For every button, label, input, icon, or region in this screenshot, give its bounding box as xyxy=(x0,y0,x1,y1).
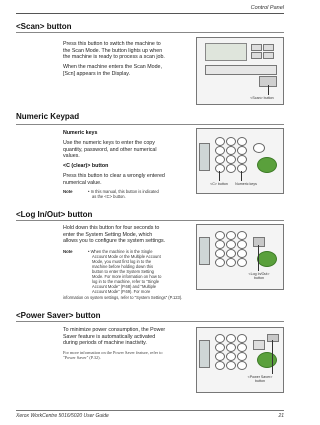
numeric-key xyxy=(215,137,225,146)
numeric-key xyxy=(215,352,225,361)
scan-section-title: <Scan> button xyxy=(16,22,72,31)
caption-line: button xyxy=(254,276,264,280)
numeric-keys-text xyxy=(63,140,157,160)
text-line: button to enter the System Setting xyxy=(92,269,154,274)
clear-key xyxy=(215,164,225,173)
numeric-key xyxy=(237,334,247,343)
text-line: Mode, you must first log in to the xyxy=(92,259,152,264)
numeric-key xyxy=(237,249,247,258)
start-button xyxy=(257,251,277,267)
text-line: log in to the machine, refer to "Single xyxy=(92,279,159,284)
numeric-key xyxy=(237,164,247,173)
text-line: the machine is ready to process a scan job. xyxy=(63,54,165,61)
text-line: Press this button to clear a wrongly entered xyxy=(63,173,165,179)
caption-line: button xyxy=(255,379,265,383)
running-header: Control Panel xyxy=(250,5,284,11)
login-paragraph-1 xyxy=(63,225,165,245)
power-panel-illustration xyxy=(196,327,284,393)
numeric-key xyxy=(226,361,236,370)
start-button xyxy=(257,352,277,368)
login-button-caption xyxy=(241,272,277,280)
text-line: Account Mode" (P.69). For more xyxy=(92,289,151,294)
power-paragraph-2 xyxy=(63,350,163,361)
numeric-key xyxy=(215,249,225,258)
callout-leader xyxy=(258,245,259,271)
text-line: values. xyxy=(63,153,80,160)
text-line: When the machine enters the Scan Mode, xyxy=(63,64,162,70)
scan-paragraph-1 xyxy=(63,41,165,61)
section-rule xyxy=(16,321,284,322)
numeric-key xyxy=(237,155,247,164)
text-line: machine before holding down this xyxy=(92,264,153,269)
power-saver-button xyxy=(267,334,279,342)
text-line: Press this button to switch the machine to xyxy=(63,41,161,47)
numeric-keys-caption: Numeric keys xyxy=(235,182,257,186)
numeric-key xyxy=(226,231,236,240)
text-line: enter the System Setting Mode, which xyxy=(63,231,153,238)
numeric-key xyxy=(215,361,225,370)
numeric-key xyxy=(237,146,247,155)
panel-key xyxy=(263,52,274,59)
login-out-button xyxy=(253,237,265,247)
numeric-key xyxy=(237,231,247,240)
numeric-key xyxy=(226,146,236,155)
caption-line: <Power Saver> xyxy=(247,375,273,379)
panel-side-strip xyxy=(199,237,210,265)
login-note-last-line: information on system settings, refer to "System Settings" (P.123). xyxy=(63,295,183,300)
numeric-key xyxy=(215,146,225,155)
numeric-key xyxy=(226,352,236,361)
numeric-key xyxy=(215,155,225,164)
power-paragraph-1 xyxy=(63,327,165,347)
numeric-keys-heading: Numeric keys xyxy=(63,130,98,136)
numeric-key xyxy=(215,334,225,343)
scan-button-caption: <Scan> button xyxy=(250,96,274,100)
panel-side-strip xyxy=(199,340,210,368)
numeric-key xyxy=(237,352,247,361)
numeric-key xyxy=(226,258,236,267)
numeric-key xyxy=(226,334,236,343)
keypad-panel-illustration xyxy=(196,128,284,194)
text-line: To minimize power consumption, the Power xyxy=(63,327,166,333)
numeric-key xyxy=(215,231,225,240)
text-line: • When the machine is in the Single xyxy=(88,249,153,254)
numeric-section-title: Numeric Keypad xyxy=(16,112,80,121)
section-rule xyxy=(16,220,284,221)
scan-panel-illustration xyxy=(196,37,284,105)
text-line: • In this manual, this button is indicated xyxy=(88,189,159,194)
panel-key xyxy=(253,143,265,153)
text-line: Account Mode" (P.68) and "Multiple xyxy=(92,284,157,289)
text-line: [Scn] appears in the Display. xyxy=(63,70,131,77)
mode-strip xyxy=(205,65,277,75)
footer-rule xyxy=(16,410,284,411)
panel-key xyxy=(251,52,262,59)
numeric-key xyxy=(226,240,236,249)
callout-leader xyxy=(268,85,269,95)
display-lcd xyxy=(205,43,247,61)
note-label: Note xyxy=(63,189,73,194)
login-panel-illustration xyxy=(196,224,284,290)
numeric-key xyxy=(215,258,225,267)
text-line: during periods of machine inactivity. xyxy=(63,340,147,347)
callout-leader xyxy=(241,171,242,181)
numeric-key xyxy=(215,343,225,352)
numeric-key xyxy=(237,343,247,352)
numeric-key xyxy=(237,258,247,267)
header-rule xyxy=(16,13,284,14)
numeric-key xyxy=(237,137,247,146)
clear-text xyxy=(63,173,165,186)
text-line: allows you to configure the system settings. xyxy=(63,238,166,245)
panel-key xyxy=(251,44,262,51)
caption-line: <Log In/Out> xyxy=(248,272,270,276)
note-text xyxy=(88,189,159,199)
numeric-key xyxy=(226,164,236,173)
text-line: quantity, password, and other numerical xyxy=(63,146,157,153)
text-line: the Scan Mode. The button lights up when xyxy=(63,47,163,54)
scan-paragraph-2 xyxy=(63,64,162,77)
text-line: numerical value. xyxy=(63,179,102,186)
text-line: Hold down this button for four seconds to xyxy=(63,225,160,231)
power-section-title: <Power Saver> button xyxy=(16,311,101,320)
panel-side-strip xyxy=(199,143,210,171)
numeric-key xyxy=(226,137,236,146)
text-line: Account Mode or the Multiple Account xyxy=(92,254,161,259)
footer-guide-title: Xerox WorkCentre 5016/5020 User Guide xyxy=(16,413,109,419)
section-rule xyxy=(16,32,284,33)
numeric-key xyxy=(237,361,247,370)
panel-key xyxy=(263,44,274,51)
callout-leader xyxy=(219,171,220,181)
callout-leader xyxy=(272,340,273,374)
section-rule xyxy=(16,124,284,125)
text-line: Mode. For more information on how to xyxy=(92,274,162,279)
text-line: For more information on the Power Saver feature, refer to xyxy=(63,350,163,355)
text-line: "Power Saver" (P.32). xyxy=(63,355,101,361)
note-label: Note xyxy=(63,249,73,254)
clear-heading: <C (clear)> button xyxy=(63,163,109,169)
numeric-key xyxy=(226,343,236,352)
page-number: 21 xyxy=(278,413,284,419)
clear-button-caption: <C> button xyxy=(210,182,228,186)
numeric-key xyxy=(215,240,225,249)
numeric-key xyxy=(226,249,236,258)
text-line: Saver feature is automatically activated xyxy=(63,333,156,340)
text-line: as the <C> button. xyxy=(92,194,126,199)
start-button xyxy=(257,157,277,173)
login-section-title: <Log In/Out> button xyxy=(16,210,93,219)
text-line: Use the numeric keys to enter the copy xyxy=(63,140,155,146)
power-button-caption xyxy=(241,375,279,383)
panel-key xyxy=(253,340,265,350)
numeric-key xyxy=(226,155,236,164)
numeric-key xyxy=(237,240,247,249)
login-note-text xyxy=(88,249,161,294)
